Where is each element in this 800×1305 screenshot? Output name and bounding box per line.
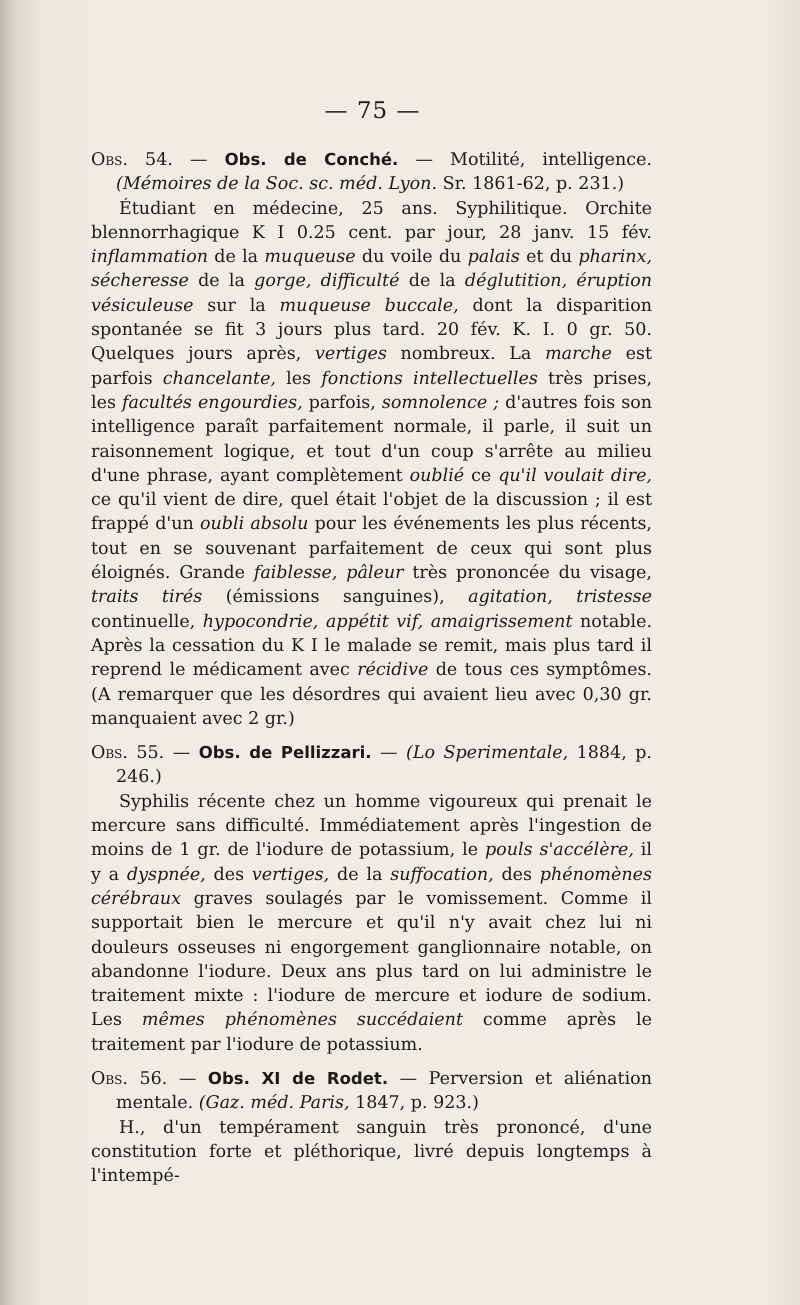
heading-text: — Perversion et aliénation mentale.: [116, 1068, 652, 1114]
body-text: de tous ces symptômes. (A remarquer que les désordres qui avaient lieu avec 0,30 gr. manquaient avec 2 gr.): [91, 660, 652, 729]
observation-heading: [91, 148, 652, 197]
observation-label: Obs. 56. —: [91, 1068, 208, 1089]
emphasis-text: somnolence ;: [381, 392, 500, 413]
heading-reference: (Lo Sperimentale,: [406, 743, 569, 764]
body-text: est parfois: [91, 344, 652, 389]
body-text: notable. Après la cessation du K I le malade se remit, mais plus tard il reprend le médicament avec: [91, 611, 653, 681]
body-text: Étudiant en médecine, 25 ans. Syphilitique. Orchite blennorrhagique K I 0.25 cent. par jour, 28 janv. 15 fév.: [91, 198, 652, 243]
body-text: très prononcée du visage,: [403, 563, 652, 584]
emphasis-text: phénomènes cérébraux: [91, 864, 652, 909]
body-text: d'autres fois son intelligence paraît parfaitement normale, il parle, il suit un raisonnement logique, et tout d'un coup s'arrête au milieu d'une phrase, ayant complètement: [91, 392, 653, 486]
observation-body: [91, 1116, 652, 1189]
body-text: sur la: [193, 295, 280, 316]
emphasis-text: déglutition, éruption vésiculeuse: [91, 271, 653, 316]
page-number: — 75 —: [324, 98, 421, 124]
emphasis-text: vertiges,: [251, 864, 330, 885]
observation-title: Obs. de Conché.: [224, 150, 399, 169]
body-text: Syphilis récente chez un homme vigoureux qui prenait le mercure sans difficulté. Immédiatement après l'ingestion de moins de 1 gr. de l'iodure de potassium, le: [91, 791, 652, 861]
body-text: pour les événements les plus récents, tout en se souvenant parfaitement de ceux qui sont plus éloignés. Grande: [91, 514, 652, 584]
body-text: de la: [208, 247, 265, 268]
observation-title: Obs. XI de Rodet.: [207, 1068, 389, 1088]
emphasis-text: pharinx, sécheresse: [91, 247, 653, 292]
body-text: dont la disparition spontanée se fit 3 jours plus tard. 20 fév. K. I. 0 gr. 50. Quelques jours après,: [91, 295, 652, 365]
body-text: graves soulagés par le vomissement. Comme il supportait bien le mercure et qu'il n'y avait chez lui ni douleurs osseuses ni engorgement ganglionnaire notable, on abandonne l'iodure. Deux ans plus tard on lui administre le traitement mixte : l'iodure de mercure et iodure de sodium. Les: [91, 888, 652, 1031]
emphasis-text: mêmes phénomènes succédaient: [141, 1010, 463, 1031]
body-text: continuelle,: [91, 611, 203, 632]
body-text: les: [275, 368, 322, 389]
emphasis-text: chancelante,: [162, 368, 276, 389]
emphasis-text: gorge, difficulté: [254, 271, 400, 292]
heading-reference: (Gaz. méd. Paris,: [198, 1093, 350, 1114]
body-text: de la: [399, 271, 465, 292]
body-text: des: [493, 864, 540, 885]
emphasis-text: facultés engourdies,: [121, 392, 303, 413]
emphasis-text: dyspnée,: [126, 864, 206, 885]
body-text: de la: [329, 864, 391, 885]
observation-body: [91, 790, 652, 1057]
body-text: du voile du: [355, 247, 468, 268]
emphasis-text: palais: [467, 247, 520, 268]
observation-label: Obs. 55. —: [91, 743, 199, 764]
body-text: H., d'un tempérament sanguin très prononcé, d'une constitution forte et pléthorique, livré depuis longtemps à l'intempé-: [91, 1117, 652, 1187]
body-text: très prises, les: [91, 368, 653, 413]
body-text: parfois,: [302, 392, 382, 413]
body-text: de la: [188, 271, 255, 292]
observation-body: [91, 197, 652, 732]
emphasis-text: marche: [545, 344, 612, 365]
heading-citation: 1847, p. 923.): [349, 1093, 479, 1114]
heading-citation: 1884, p. 246.): [116, 743, 652, 788]
observation-title: Obs. de Pellizzari.: [198, 743, 372, 763]
body-text: nombreux. La: [386, 344, 546, 365]
emphasis-text: pouls s'accélère,: [484, 840, 634, 861]
heading-text: — Motilité, intelligence.: [398, 150, 652, 170]
observation-heading: [91, 1067, 652, 1116]
heading-citation: Sr. 1861-62, p. 231.): [437, 174, 625, 195]
emphasis-text: suffocation,: [390, 864, 494, 885]
emphasis-text: faiblesse, pâleur: [253, 563, 404, 584]
heading-reference: (Mémoires de la Soc. sc. méd. Lyon.: [116, 174, 438, 195]
emphasis-text: agitation, tristesse: [468, 587, 652, 608]
observation-label: Obs. 54. —: [91, 150, 225, 170]
observation-heading: [91, 741, 652, 790]
emphasis-text: fonctions intellectuelles: [321, 368, 538, 389]
emphasis-text: muqueuse: [264, 247, 356, 268]
text-block: [91, 148, 652, 1188]
emphasis-text: oubli absolu: [199, 514, 309, 535]
heading-text: —: [371, 743, 407, 764]
emphasis-text: qu'il voulait dire,: [498, 465, 652, 486]
emphasis-text: traits tirés: [91, 587, 203, 608]
body-text: (émissions sanguines),: [202, 587, 469, 608]
emphasis-text: muqueuse buccale,: [279, 295, 459, 316]
body-text: il y a: [91, 840, 652, 885]
body-text: ce: [464, 465, 499, 486]
emphasis-text: inflammation: [91, 247, 209, 268]
emphasis-text: vertiges: [315, 344, 387, 365]
body-text: et du: [519, 247, 579, 268]
body-text: ce qu'il vient de dire, quel était l'objet de la discussion ; il est frappé d'un: [91, 490, 652, 535]
emphasis-text: oublié: [409, 465, 465, 486]
body-text: des: [205, 864, 252, 885]
emphasis-text: récidive: [357, 660, 429, 681]
emphasis-text: hypocondrie, appétit vif, amaigrissement: [202, 611, 573, 632]
body-text: comme après le traitement par l'iodure de potassium.: [91, 1010, 652, 1055]
